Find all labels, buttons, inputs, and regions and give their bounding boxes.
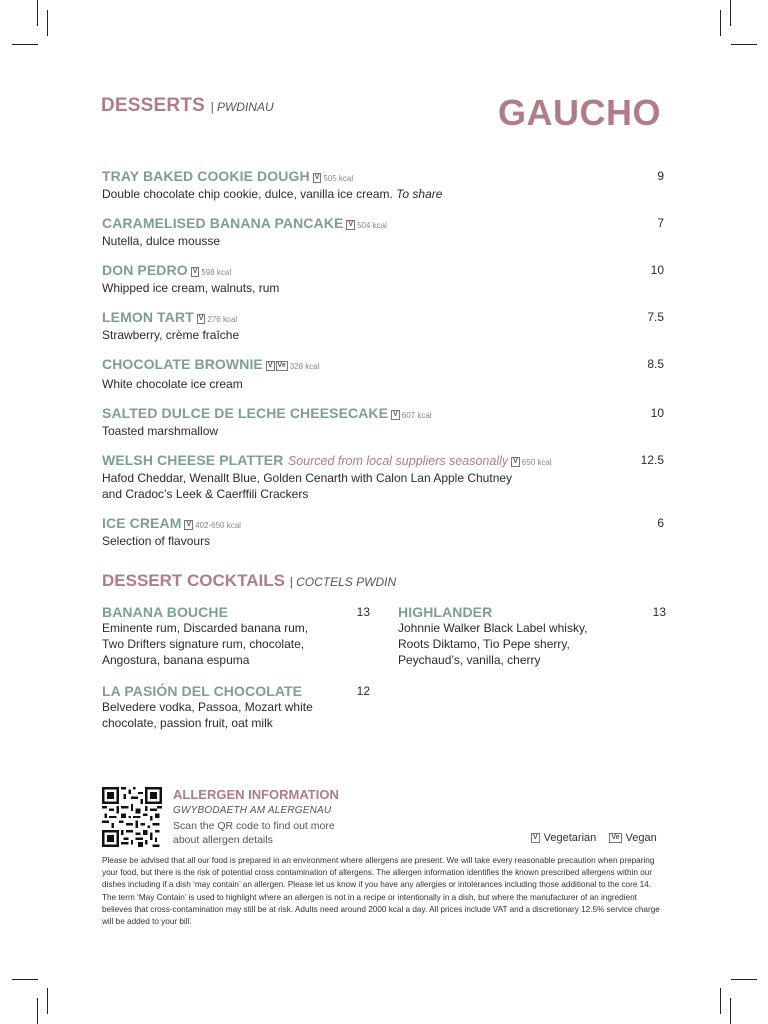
menu-item-note: To share <box>396 187 443 201</box>
cocktail-price: 13 <box>652 605 666 619</box>
section-title-text: DESSERT COCKTAILS <box>102 571 285 590</box>
menu-item <box>102 309 664 343</box>
vegetarian-badge-icon: V <box>533 834 538 841</box>
menu-item-price: 9 <box>657 169 664 183</box>
crop-mark <box>12 44 38 45</box>
menu-item-note: Sourced from local suppliers seasonally <box>287 454 509 468</box>
cocktail-price: 12 <box>356 684 370 698</box>
crop-mark <box>730 0 731 26</box>
menu-item-description: White chocolate ice cream <box>102 377 243 391</box>
vegetarian-badge-icon: V <box>513 458 518 465</box>
diet-legend <box>531 832 667 844</box>
menu-item-description: Strawberry, crème fraîche <box>102 328 240 342</box>
vegan-badge-icon: Ve <box>277 362 286 369</box>
cocktail-item <box>102 683 370 731</box>
cocktail-description-line: Angostura, banana espuma <box>102 653 250 667</box>
allergen-scan-line: about allergen details <box>173 834 273 846</box>
menu-item-description-line: Hafod Cheddar, Wenallt Blue, Golden Cenarth with Calon Lan Apple Chutney <box>102 471 513 485</box>
cocktail-description-line: Eminente rum, Discarded banana rum, <box>102 621 309 635</box>
crop-mark <box>37 998 38 1024</box>
menu-item-kcal: 504 kcal <box>357 221 387 230</box>
menu-item-kcal: 505 kcal <box>323 174 354 183</box>
cocktail-description-line: Two Drifters signature rum, chocolate, <box>102 637 305 651</box>
cocktail-description <box>102 699 370 731</box>
menu-item-kcal: 328 kcal <box>289 362 320 371</box>
crop-mark <box>730 998 731 1024</box>
cocktail-description-line: Peychaud’s, vanilla, cherry <box>398 653 541 667</box>
menu-item-name: CARAMELISED BANANA PANCAKE <box>102 215 344 231</box>
menu-item-price: 12.5 <box>640 453 664 467</box>
vegetarian-badge-icon: V <box>348 221 354 228</box>
cocktail-item <box>398 604 666 668</box>
menu-item-price: 7.5 <box>647 310 664 324</box>
allergen-scan-line: Scan the QR code to find out more <box>173 820 335 832</box>
menu-item-description: Toasted marshmallow <box>102 424 219 438</box>
menu-item-description: Whipped ice cream, walnuts, rum <box>102 281 280 295</box>
crop-mark <box>720 10 721 36</box>
legend-vegetarian-label: Vegetarian <box>543 832 597 844</box>
menu-item <box>102 168 664 202</box>
cocktail-item <box>102 604 370 668</box>
cocktail-name: LA PASIÓN DEL CHOCOLATE <box>102 683 303 699</box>
crop-mark <box>720 988 721 1014</box>
crop-mark <box>47 988 48 1014</box>
menu-item-kcal: 598 kcal <box>201 268 232 277</box>
menu-item-kcal: 650 kcal <box>521 458 552 467</box>
menu-item-name: DON PEDRO <box>102 262 188 278</box>
page-subtitle: | PWDINAU <box>210 100 274 114</box>
legend-vegan-label: Vegan <box>625 832 657 844</box>
allergen-title: ALLERGEN INFORMATION <box>173 787 339 802</box>
vegetarian-badge-icon: V <box>393 411 398 418</box>
cocktail-description <box>398 620 666 668</box>
section-subtitle: | COCTELS PWDIN <box>289 575 397 589</box>
menu-item-name: SALTED DULCE DE LECHE CHEESECAKE <box>102 405 389 421</box>
allergen-scan-text <box>173 819 363 847</box>
cocktail-name: BANANA BOUCHE <box>102 604 229 620</box>
crop-mark <box>731 979 757 980</box>
menu-item <box>102 215 664 249</box>
vegan-badge-icon: Ve <box>611 834 620 841</box>
menu-item-kcal: 607 kcal <box>401 411 432 420</box>
allergen-legal-text: Please be advised that all our food is prepared in an environment where allergens are present. We will take every reasonable precaution when preparing your food, but there is the risk of potential cross contamination of allergens. The allergen information identifies the known prescribed allergens within our dishes including if a dish ‘may contain’ an allergen. Please let us know if you have any allergies or intolerances including those additional to the core 14. The term ‘May Contain’ is used to highlight where an allergen is not in a recipe or intentionally in a dish, but where the manufacturer of an ingredient believes that cross-contamination may still be at risk. Adults need around 2000 kcal a day. All prices include VAT and a discretionary 12.5% service charge will be added to your bill. <box>102 856 660 927</box>
menu-item-price: 8.5 <box>647 357 664 371</box>
menu-item <box>102 262 664 296</box>
qr-code-icon[interactable] <box>102 787 162 847</box>
vegetarian-badge-icon: V <box>267 362 273 369</box>
menu-item-description <box>102 470 664 502</box>
crop-mark <box>37 0 38 26</box>
menu-item <box>102 452 664 502</box>
cocktail-description-line: Belvedere vodka, Passoa, Mozart white <box>102 700 313 714</box>
crop-mark <box>12 979 38 980</box>
menu-item-description <box>102 186 664 202</box>
menu-item-description: Nutella, dulce mousse <box>102 234 221 248</box>
vegetarian-badge-icon: V <box>192 268 198 275</box>
menu-item-name: WELSH CHEESE PLATTER <box>102 452 284 468</box>
menu-item-description: Selection of flavours <box>102 534 211 548</box>
brand-logo: GAUCHO <box>498 92 661 133</box>
vegetarian-badge-icon: V <box>198 315 204 322</box>
cocktail-description <box>102 620 370 668</box>
menu-item-price: 6 <box>657 516 664 530</box>
section-title <box>102 571 396 591</box>
menu-item-name: TRAY BAKED COOKIE DOUGH <box>102 168 310 184</box>
cocktail-price: 13 <box>356 605 370 619</box>
menu-item-description-text: Double chocolate chip cookie, dulce, vanilla ice cream. <box>102 187 397 201</box>
page-title-text: DESSERTS <box>101 95 206 116</box>
menu-item-kcal: 276 kcal <box>207 315 238 324</box>
menu-item <box>102 515 664 549</box>
legend-vegetarian <box>531 832 596 844</box>
allergen-subtitle: GWYBODAETH AM ALERGENAU <box>173 805 332 816</box>
cocktail-description-line: Roots Diktamo, Tio Pepe sherry, <box>398 637 570 651</box>
menu-item-price: 10 <box>650 263 664 277</box>
crop-mark <box>47 10 48 36</box>
crop-mark <box>731 44 757 45</box>
cocktail-description-line: chocolate, passion fruit, oat milk <box>102 716 273 730</box>
menu-item-name: LEMON TART <box>102 309 194 325</box>
legend-vegan <box>609 832 656 844</box>
menu-item-name: ICE CREAM <box>102 515 182 531</box>
page-title <box>101 95 274 117</box>
menu-item-price: 7 <box>657 216 664 230</box>
menu-item-price: 10 <box>650 406 664 420</box>
menu-item-description-line: and Cradoc’s Leek & Caerffili Crackers <box>102 487 309 501</box>
vegetarian-badge-icon: V <box>314 174 320 181</box>
menu-item <box>102 356 664 392</box>
vegetarian-badge-icon: V <box>186 521 192 528</box>
menu-item-name: CHOCOLATE BROWNIE <box>102 356 263 372</box>
menu-item <box>102 405 664 439</box>
cocktail-description-line: Johnnie Walker Black Label whisky, <box>398 621 588 635</box>
menu-item-kcal: 402-650 kcal <box>195 521 241 530</box>
cocktail-name: HIGHLANDER <box>398 604 493 620</box>
